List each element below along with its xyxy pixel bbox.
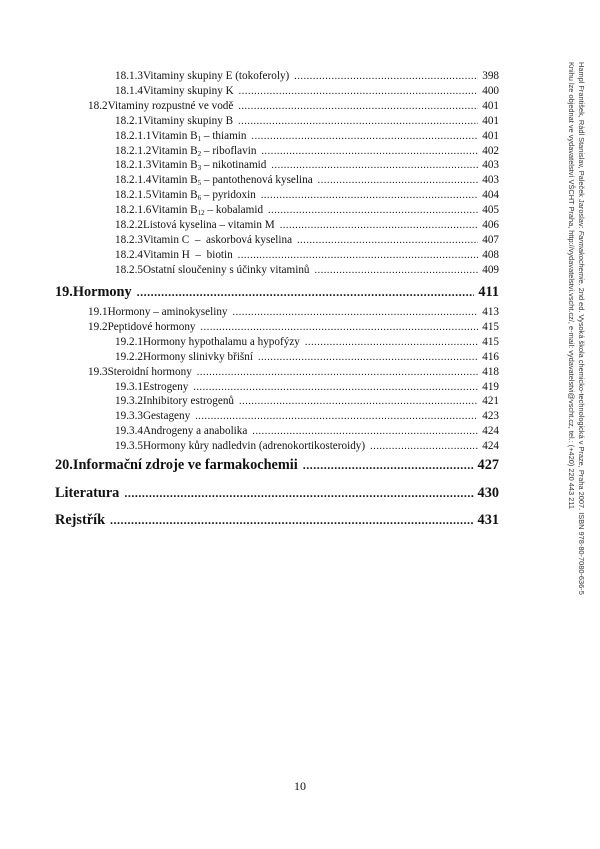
toc-entry[interactable]: [115, 144, 499, 159]
toc-entry[interactable]: [55, 283, 499, 301]
toc-entry-subscript: 2: [197, 149, 202, 158]
dot-leader: [261, 145, 478, 159]
toc-entry-number: 18.2.1.4: [115, 174, 152, 187]
toc-entry-page: 398: [482, 70, 499, 82]
toc-entry-page: 405: [482, 204, 499, 217]
toc-entry-number: 18.2.2: [115, 219, 143, 231]
toc-entry-page: 408: [482, 248, 499, 261]
toc-entry-title: [151, 173, 312, 187]
dot-leader: [315, 264, 479, 278]
toc-entry-title: [151, 203, 263, 217]
toc-entry-number: 18.2.3: [115, 233, 143, 246]
toc-entry-number: 18.2.1.2: [115, 144, 152, 157]
dot-leader: [195, 410, 478, 424]
toc-entry[interactable]: [115, 69, 499, 84]
toc-entry-page: 411: [478, 284, 499, 300]
toc-entry[interactable]: [55, 484, 499, 502]
dot-leader: [252, 425, 478, 439]
toc-entry[interactable]: [115, 439, 499, 454]
toc-entry-title: Steroidní hormony: [107, 365, 192, 378]
order-info-line: Knihu lze objednat ve vydavatelství VŠCHT Praha, http://vydavatelstvi.vscht.cz/, e-mail: vydavatelstvi@vscht.cz, tel.: (+420) 220 443 211: [567, 62, 577, 509]
toc-entry-title: Ostatní sloučeniny s účinky vitaminů: [142, 263, 310, 276]
toc-entry-number: 20.: [55, 457, 73, 473]
publication-sidebar: [567, 62, 586, 595]
dot-leader: [238, 100, 478, 114]
toc-entry-page: 419: [482, 380, 499, 393]
toc-entry-title: Androgeny a anabolika: [142, 425, 248, 438]
toc-entry-number: 18.1.4: [115, 84, 143, 97]
toc-entry-title-text: Vitamin B: [151, 159, 198, 172]
toc-entry[interactable]: [115, 409, 499, 424]
toc-entry-number: 19.3.4: [115, 425, 143, 438]
toc-entry-number: 18.2.1.6: [115, 204, 152, 217]
dot-leader: [238, 249, 478, 263]
dot-leader: [261, 189, 478, 203]
toc-entry-title-suffix: – thiamin: [201, 129, 247, 142]
toc-entry-page: 403: [482, 174, 499, 187]
toc-entry-page: 416: [482, 350, 499, 363]
citation-title: Farmakochemie: [577, 230, 586, 284]
citation-line: [577, 62, 587, 595]
toc-entry-title-text: Vitamin B: [151, 129, 198, 142]
toc-entry-number: 18.2.1.3: [115, 159, 152, 172]
toc-entry-number: 19.3.5: [115, 440, 143, 453]
toc-entry-title: [151, 188, 255, 202]
toc-entry-number: 18.2.1.5: [115, 189, 152, 202]
toc-entry-title: Peptidové hormony: [107, 320, 196, 333]
toc-entry[interactable]: [115, 129, 499, 144]
toc-entry[interactable]: [115, 233, 499, 248]
toc-entry[interactable]: [55, 456, 499, 474]
toc-entry-title: Inhibitory estrogenů: [142, 395, 235, 408]
toc-entry-number: 19.3.1: [115, 380, 143, 393]
toc-entry-title-suffix: – nikotinamid: [201, 159, 267, 172]
toc-entry[interactable]: [115, 350, 499, 365]
toc-entry-title: [151, 129, 246, 143]
toc-entry-number: 19.2.2: [115, 350, 143, 363]
toc-entry[interactable]: [88, 99, 499, 114]
toc-entry-number: 18.2: [88, 99, 108, 112]
toc-entry-page: 430: [477, 485, 499, 501]
toc-entry-number: 18.2.1: [115, 114, 143, 127]
toc-entry-number: 19.1: [88, 306, 108, 318]
toc-entry-page: 421: [482, 395, 499, 408]
toc-entry-title-suffix: – riboflavin: [201, 144, 257, 157]
toc-entry[interactable]: [88, 320, 499, 335]
toc-entry-page: 413: [482, 306, 499, 318]
citation-authors: Hampl František, Rádl Stanislav, Paleček Jaroslav:: [577, 62, 586, 231]
toc-entry-number: 18.1.3: [115, 70, 143, 82]
toc-entry[interactable]: [115, 84, 499, 99]
toc-entry-page: 404: [482, 189, 499, 202]
dot-leader: [193, 381, 478, 395]
toc-entry-title-text: Vitamin B: [151, 144, 198, 157]
toc-entry-title: [151, 158, 266, 172]
dot-leader: [197, 366, 478, 380]
toc-entry-number: 19.2.1: [115, 335, 143, 348]
toc-entry-title-text: Vitamin B: [151, 189, 198, 202]
dot-leader: [280, 219, 479, 233]
toc-entry[interactable]: [88, 305, 499, 320]
toc-entry[interactable]: [115, 173, 499, 188]
toc-entry-page: 415: [482, 320, 499, 333]
toc-entry-title-text: Vitamin B: [151, 204, 198, 217]
dot-leader: [370, 440, 478, 454]
toc-entry-title: Hormony hypothalamu a hypofýzy: [142, 335, 300, 348]
toc-entry-title: Hormony slinivky břišní: [142, 350, 253, 363]
toc-entry-title-suffix: – pantothenová kyselina: [201, 174, 313, 187]
toc-entry-title: Vitaminy skupiny B: [142, 114, 234, 127]
toc-entry-title: Listová kyselina – vitamin M: [142, 219, 275, 231]
toc-entry-page: 415: [482, 335, 499, 348]
toc-entry-subscript: 12: [197, 209, 205, 218]
toc-entry[interactable]: [55, 511, 499, 529]
toc-entry-number: 19.3: [88, 365, 108, 378]
toc-entry-page: 401: [482, 129, 499, 142]
toc-entry-number: 19.2: [88, 320, 108, 333]
toc-entry[interactable]: [115, 248, 499, 263]
toc-entry-page: 407: [482, 233, 499, 246]
toc-entry[interactable]: [115, 158, 499, 173]
toc-entry-title: Vitaminy skupiny K: [142, 84, 234, 97]
toc-entry-page: 403: [482, 159, 499, 172]
dot-leader: [294, 70, 478, 84]
toc-entry-number: 19.: [55, 284, 73, 300]
dot-leader: [258, 351, 478, 365]
toc-entry-number: 18.2.4: [115, 248, 143, 261]
toc-entry-page: 409: [482, 263, 499, 276]
dot-leader: [233, 306, 479, 320]
dot-leader: [305, 336, 478, 350]
dot-leader: [252, 130, 479, 144]
dot-leader: [110, 511, 474, 529]
dot-leader: [239, 395, 478, 409]
dot-leader: [239, 85, 479, 99]
toc-entry[interactable]: [115, 114, 499, 129]
toc-entry-page: 424: [482, 425, 499, 438]
toc-entry-page: 401: [482, 114, 499, 127]
toc-entry[interactable]: [115, 394, 499, 409]
toc-entry[interactable]: [115, 203, 499, 218]
toc-entry[interactable]: [115, 380, 499, 395]
toc-entry-number: 18.2.1.1: [115, 129, 152, 142]
toc-entry-title: Informační zdroje ve farmakochemii: [72, 457, 298, 473]
toc-entry-title: Vitamin C – askorbová kyselina: [142, 233, 293, 246]
toc-entry-title: Hormony kůry nadledvin (adrenokortikosteroidy): [142, 440, 366, 453]
dot-leader: [201, 321, 479, 335]
toc-entry-page: 427: [477, 457, 499, 473]
toc-entry-title-suffix: – pyridoxin: [201, 189, 256, 202]
toc-entry[interactable]: [115, 218, 499, 233]
toc-entry[interactable]: [115, 335, 499, 350]
toc-entry-subscript: 6: [197, 194, 202, 203]
citation-publisher: . 2nd ed. Vysoká škola chemicko-technologická v Praze, Praha 2007. ISBN 978-80-7080-636-5: [577, 283, 586, 595]
toc-entry-subscript: 3: [197, 164, 202, 173]
toc-entry-number: 19.3.3: [115, 410, 143, 423]
toc-entry[interactable]: [88, 365, 499, 380]
toc-entry-page: 424: [482, 440, 499, 453]
toc-entry-page: 406: [482, 219, 499, 231]
toc-entry-title: [151, 144, 256, 158]
toc-entry-subscript: 1: [197, 134, 202, 143]
toc-entry[interactable]: [115, 188, 499, 203]
dot-leader: [318, 174, 479, 188]
dot-leader: [303, 456, 474, 474]
dot-leader: [297, 234, 478, 248]
toc-entry-title: Vitaminy rozpustné ve vodě: [107, 99, 234, 112]
toc-entry-title: Gestageny: [142, 410, 191, 423]
page-number: 10: [294, 779, 306, 793]
toc-entry-page: 431: [477, 512, 499, 528]
toc-entry-page: 418: [482, 365, 499, 378]
toc-entry-title: Estrogeny: [142, 380, 189, 393]
toc-entry-title-suffix: – kobalamid: [204, 204, 264, 217]
toc-entry-number: 19.3.2: [115, 395, 143, 408]
toc-entry-page: 400: [482, 84, 499, 97]
dot-leader: [137, 283, 475, 301]
toc-entry-title: Literatura: [55, 485, 120, 501]
toc-entry-page: 401: [482, 99, 499, 112]
toc-entry-title-text: Vitamin B: [151, 174, 198, 187]
toc-entry-page: 423: [482, 410, 499, 423]
toc-entry[interactable]: [115, 424, 499, 439]
toc-entry-number: 18.2.5: [115, 263, 143, 276]
dot-leader: [238, 115, 478, 129]
toc-entry-title: Hormony: [72, 284, 132, 300]
toc-entry-title: Rejstřík: [55, 512, 106, 528]
toc-entry-title: Vitaminy skupiny E (tokoferoly): [142, 70, 290, 82]
dot-leader: [124, 484, 473, 502]
toc-entry-subscript: 5: [197, 179, 202, 188]
toc-entry[interactable]: [115, 263, 499, 278]
toc-entry-title: Vitamin H – biotin: [142, 248, 233, 261]
dot-leader: [268, 204, 478, 218]
toc-entry-page: 402: [482, 144, 499, 157]
dot-leader: [271, 159, 478, 173]
toc-entry-title: Hormony – aminokyseliny: [107, 306, 228, 318]
